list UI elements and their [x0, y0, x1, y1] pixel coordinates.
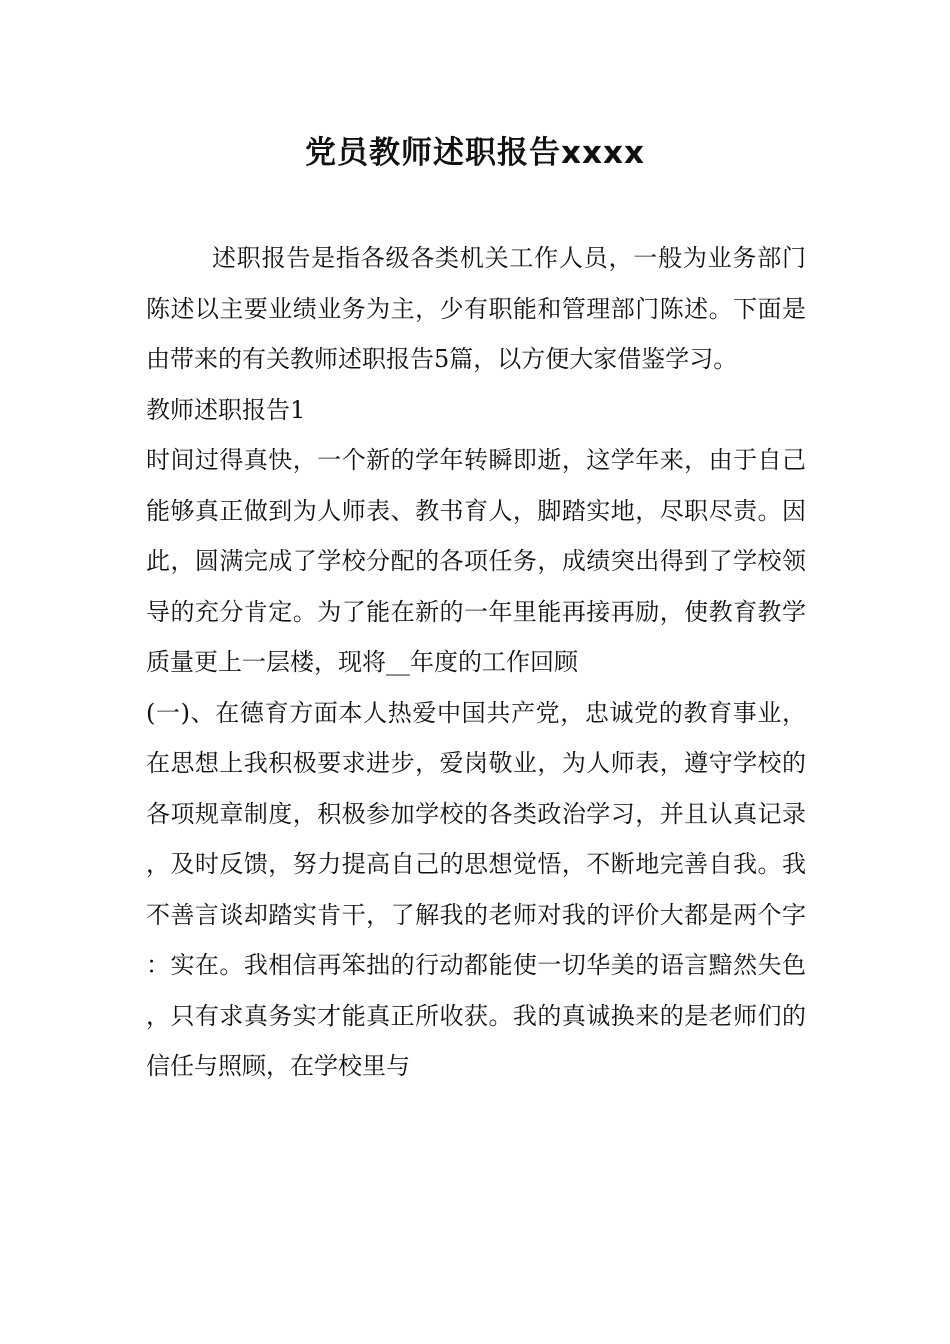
body-paragraph: (一)、在德育方面本人热爱中国共产党，忠诚党的教育事业，在思想上我积极要求进步，爱岗敬业，为人师表，遵守学校的各项规章制度，积极参加学校的各类政治学习，并且认真记录，及时反馈，努力提高自己的思想觉悟，不断地完善自我。我不善言谈却踏实肯干，了解我的老师对我的评价大都是两个字：实在。我相信再笨拙的行动都能使一切华美的语言黯然失色，只有求真务实才能真正所收获。我的真诚换来的是老师们的信任与照顾，在学校里与: [146, 698, 806, 1080]
body-paragraph: 时间过得真快，一个新的学年转瞬即逝，这学年来，由于自己能够真正做到为人师表、教书育人，脚踏实地，尽职尽责。因此，圆满完成了学校分配的各项任务，成绩突出得到了学校领导的充分肯定。为了能在新的一年里能再接再励，使教育教学质量更上一层楼，现将__年度的工作回顾: [146, 446, 806, 676]
document-body: [146, 233, 806, 1092]
document-title: 党员教师述职报告xxxx: [305, 135, 645, 171]
intro-paragraph: 述职报告是指各级各类机关工作人员，一般为业务部门陈述以主要业绩业务为主，少有职能和管理部门陈述。下面是由带来的有关教师述职报告5篇，以方便大家借鉴学习。: [146, 244, 806, 373]
section-heading: 教师述职报告1: [146, 395, 306, 424]
